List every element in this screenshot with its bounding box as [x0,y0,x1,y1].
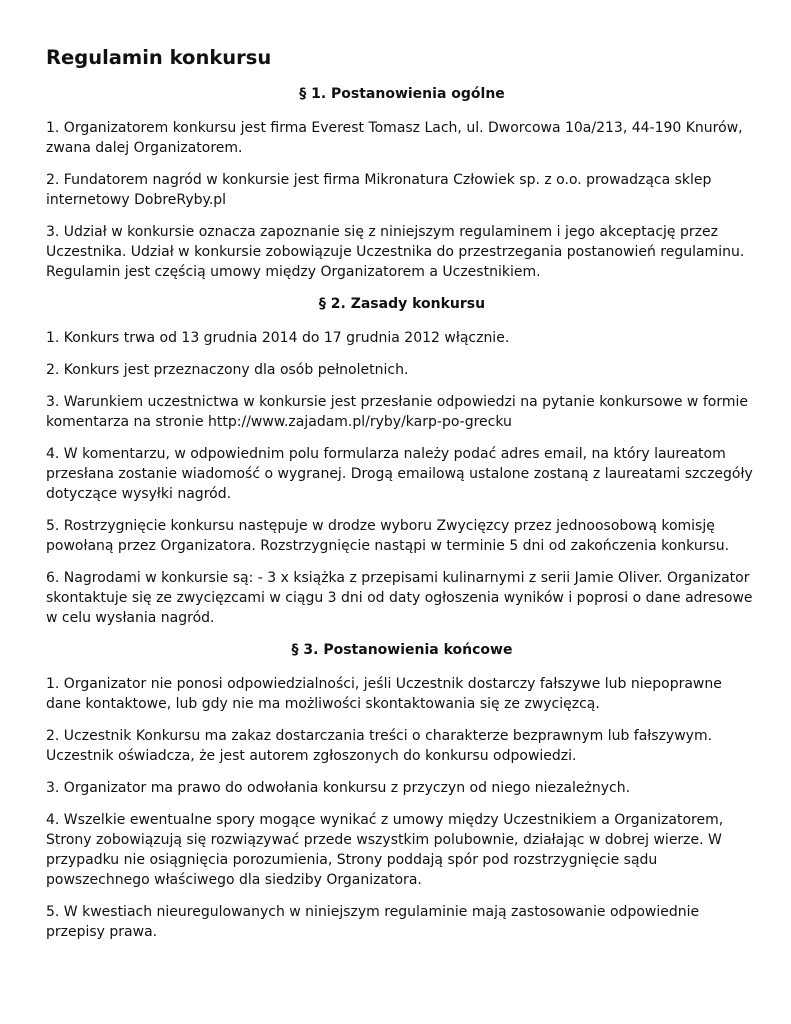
section-heading: § 2. Zasady konkursu [318,296,486,312]
paragraph: 1. Organizator nie ponosi odpowiedzialności, jeśli Uczestnik dostarczy fałszywe lub niepoprawne dane kontaktowe, lub gdy nie ma możliwości skontaktowania się ze zwycięzcą. [46,676,722,712]
section-heading: § 3. Postanowienia końcowe [291,642,513,658]
paragraph: 2. Fundatorem nagród w konkursie jest firma Mikronatura Człowiek sp. z o.o. prowadząca sklep internetowy DobreRyby.pl [46,172,712,208]
paragraph: 1. Organizatorem konkursu jest firma Everest Tomasz Lach, ul. Dworcowa 10a/213, 44-190 Knurów, zwana dalej Organizatorem. [46,120,743,156]
paragraph: 2. Uczestnik Konkursu ma zakaz dostarczania treści o charakterze bezprawnym lub fałszywym. Uczestnik oświadcza, że jest autorem zgłoszonych do konkursu odpowiedzi. [46,728,713,764]
section-contest-rules [46,294,758,628]
paragraph: 5. Rostrzygnięcie konkursu następuje w drodze wyboru Zwycięzcy przez jednoosobową komisję powołaną przez Organizatora. Rozstrzygnięcie nastąpi w terminie 5 dni od zakończenia konkursu. [46,518,730,554]
paragraph: 6. Nagrodami w konkursie są: - 3 x książka z przepisami kulinarnymi z serii Jamie Oliver. Organizator skontaktuje się ze zwycięzcami w ciągu 3 dni od daty ogłoszenia wyników i poprosi o dane adresowe w celu wysłania nagród. [46,570,753,626]
document-title: Regulamin konkursu [46,46,272,69]
paragraph: 2. Konkurs jest przeznaczony dla osób pełnoletnich. [46,362,409,378]
document-page [46,44,758,954]
paragraph: 3. Udział w konkursie oznacza zapoznanie się z niniejszym regulaminem i jego akceptację przez Uczestnika. Udział w konkursie zobowiązuje Uczestnika do przestrzegania postanowień regulaminu. Regulamin jest częścią umowy między Organizatorem a Uczestnikiem. [46,224,745,280]
paragraph: 3. Organizator ma prawo do odwołania konkursu z przyczyn od niego niezależnych. [46,780,631,796]
paragraph: 1. Konkurs trwa od 13 grudnia 2014 do 17 grudnia 2012 włącznie. [46,330,510,346]
section-heading: § 1. Postanowienia ogólne [299,86,505,102]
section-final-provisions [46,640,758,942]
section-general-provisions [46,84,758,282]
paragraph: 5. W kwestiach nieuregulowanych w niniejszym regulaminie mają zastosowanie odpowiednie przepisy prawa. [46,904,700,940]
paragraph: 4. W komentarzu, w odpowiednim polu formularza należy podać adres email, na który laureatom przesłana zostanie wiadomość o wygranej. Drogą emailową ustalone zostaną z laureatami szczegóły dotyczące wysyłki nagród. [46,446,753,502]
paragraph: 3. Warunkiem uczestnictwa w konkursie jest przesłanie odpowiedzi na pytanie konkursowe w formie komentarza na stronie http://www.zajadam.pl/ryby/karp-po-grecku [46,394,748,430]
paragraph: 4. Wszelkie ewentualne spory mogące wynikać z umowy między Uczestnikiem a Organizatorem, Strony zobowiązują się rozwiązywać przede wszystkim polubownie, działając w dobrej wierze. W przypadku nie osiągnięcia porozumienia, Strony poddają spór pod rozstrzygnięcie sądu powszechnego właściwego dla siedziby Organizatora. [46,812,724,888]
